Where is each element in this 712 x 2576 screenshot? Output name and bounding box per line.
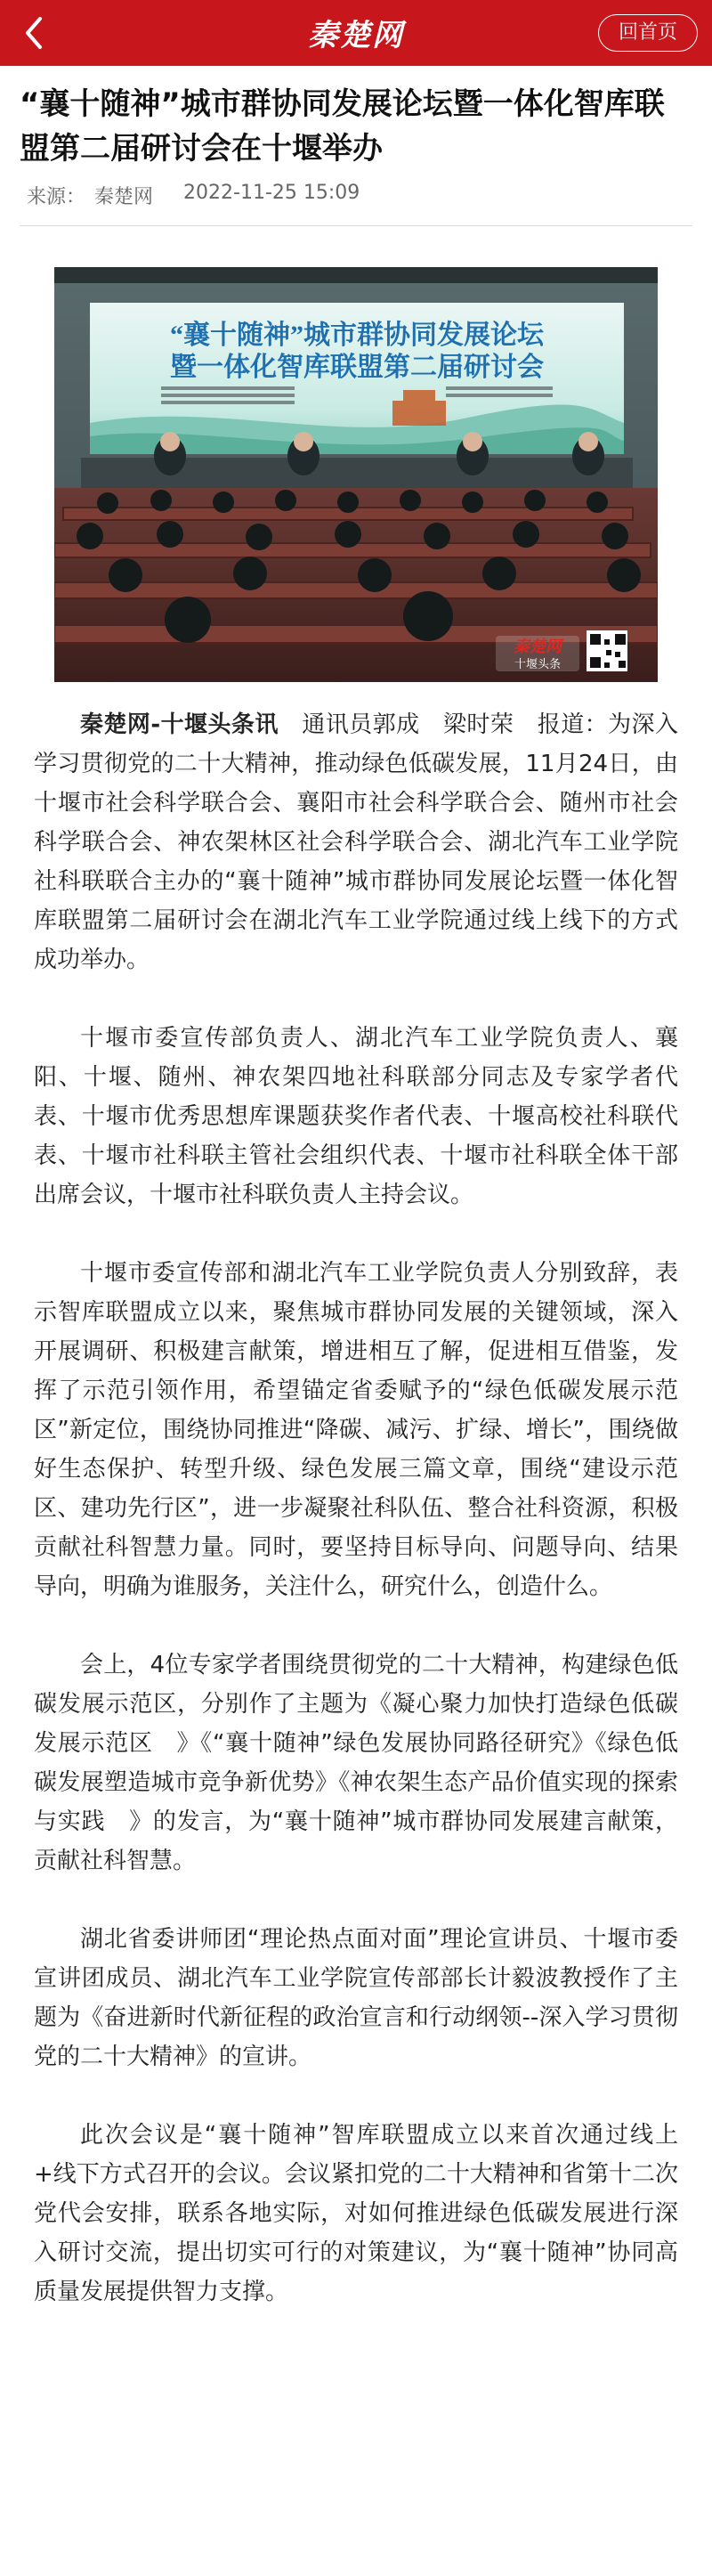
source xyxy=(27,182,153,209)
screen-banner-line2: 暨一体化智库联盟第二届研讨会 xyxy=(170,353,544,382)
paragraph-1 xyxy=(34,705,678,979)
article-meta xyxy=(0,171,712,209)
watermark-sub: 十堰头条 xyxy=(514,657,562,670)
photo-container xyxy=(0,226,712,682)
meeting-photo[interactable] xyxy=(54,267,658,682)
watermark xyxy=(496,630,627,671)
publish-time: 2022-11-25 15:09 xyxy=(183,182,360,204)
paragraph-1-text: 通讯员郭成 梁时荣 报道：为深入学习贯彻党的二十大精神，推动绿色低碳发展，11月24日，由十堰市社会科学联合会、襄阳市社会科学联合会、随州市社会科学联合会、神农架林区社会科学联合会、湖北汽车工业学院社科联联合主办的“襄十随神”城市群协同发展论坛暨一体化智库联盟第二届研讨会在湖北汽车工业学院通过线上线下的方式成功举办。 xyxy=(34,711,678,973)
source-name: 秦楚网 xyxy=(94,186,154,208)
screen-banner-line1: “襄十随神”城市群协同发展论坛 xyxy=(170,321,544,350)
paragraph-2: 十堰市委宣传部负责人、湖北汽车工业学院负责人、襄阳、十堰、随州、神农架四地社科联部分同志及专家学者代表、十堰市优秀思想库课题获奖作者代表、十堰高校社科联代表、十堰市社科联主管社会组织代表、十堰市社科联全体干部出席会议，十堰市社科联负责人主持会议。 xyxy=(34,1025,678,1208)
source-label: 来源： xyxy=(27,186,86,208)
paragraph-3: 十堰市委宣传部和湖北汽车工业学院负责人分别致辞，表示智库联盟成立以来，聚焦城市群协同发展的关键领域，深入开展调研、积极建言献策，增进相互了解，促进相互借鉴，发挥了示范引领作用，希望锚定省委赋予的“绿色低碳发展示范区”新定位，围绕协同推进“降碳、减污、扩绿、增长”，围绕做好生态保护、转型升级、绿色发展三篇文章，围绕“建设示范区、建功先行区”，进一步凝聚社科队伍、整合社科资源，积极贡献社科智慧力量。同时，要坚持目标导向、问题导向、结果导向，明确为谁服务，关注什么，研究什么，创造什么。 xyxy=(34,1260,678,1600)
paragraph-6: 此次会议是“襄十随神”智库联盟成立以来首次通过线上+线下方式召开的会议。会议紧扣党的二十大精神和省第十二次党代会安排，联系各地实际，对如何推进绿色低碳发展进行深入研讨交流，提出切实可行的对策建议，为“襄十随神”协同高质量发展提供智力支撑。 xyxy=(34,2122,678,2305)
home-button[interactable]: 回首页 xyxy=(598,14,698,52)
paragraph-4: 会上，4位专家学者围绕贯彻党的二十大精神，构建绿色低碳发展示范区，分别作了主题为《凝心聚力加快打造绿色低碳发展示范区 》《“襄十随神”绿色发展协同路径研究》《绿色低碳发展塑造城市竞争新优势》《神农架生态产品价值实现的探索与实践 》的发言，为“襄十随神”城市群协同发展建言献策，贡献社科智慧。 xyxy=(34,1652,678,1874)
meeting-scene-illustration xyxy=(54,267,658,682)
article-title: “襄十随神”城市群协同发展论坛暨一体化智库联盟第二届研讨会在十堰举办 xyxy=(20,86,665,167)
lead-dateline: 秦楚网-十堰头条讯 xyxy=(80,711,279,738)
top-bar xyxy=(0,0,712,66)
article-body xyxy=(0,682,712,2312)
watermark-logo: 秦楚网 xyxy=(514,638,562,655)
site-logo[interactable]: 秦楚网 xyxy=(308,18,404,53)
paragraph-5: 湖北省委讲师团“理论热点面对面”理论宣讲员、十堰市委宣讲团成员、湖北汽车工业学院宣传部部长计毅波教授作了主题为《奋进新时代新征程的政治宣言和行动纲领--深入学习贯彻党的二十大精神》的宣讲。 xyxy=(34,1926,678,2070)
